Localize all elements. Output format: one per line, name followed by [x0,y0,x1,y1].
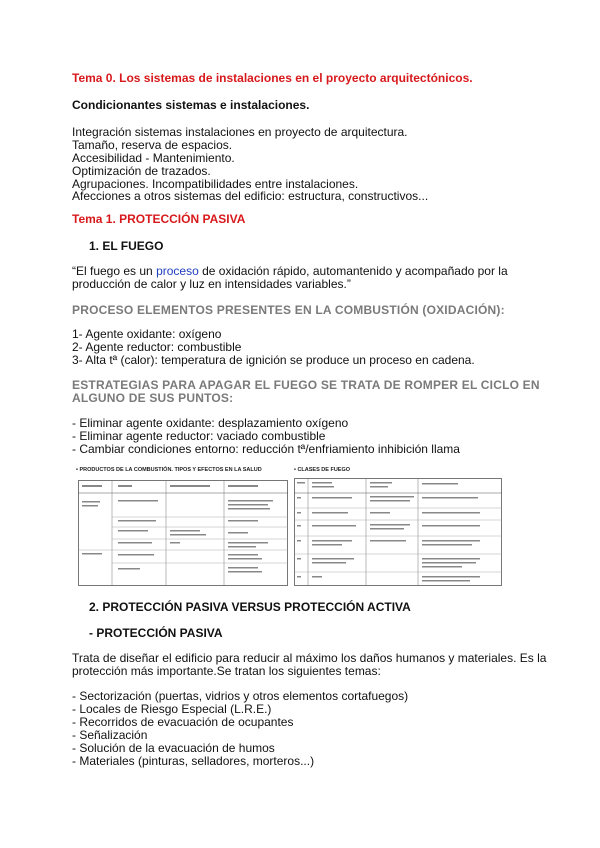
tema0-line: Agrupaciones. Incompatibilidades entre instalaciones. [72,177,359,191]
table-right-title: • CLASES DE FUEGO [294,467,351,473]
quote-line-2: producción de calor y luz en intensidades variables.” [72,277,351,291]
heading-proceso: PROCESO ELEMENTOS PRESENTES EN LA COMBUSTIÓN (OXIDACIÓN): [72,303,505,317]
section-proteccion: 2. PROTECCIÓN PASIVA VERSUS PROTECCIÓN ACTIVA [89,600,411,614]
pasiva-item: - Materiales (pinturas, selladores, morteros...) [72,754,315,768]
section-el-fuego: 1. EL FUEGO [89,239,164,253]
tema0-line: Tamaño, reserva de espacios. [72,138,233,152]
combustion-products-table [78,480,288,586]
pasiva-paragraph: Trata de diseñar el edificio para reducir al máximo los daños humanos y materiales. Es la [72,651,547,665]
tema0-title: Tema 0. Los sistemas de instalaciones en el proyecto arquitectónicos. [72,71,473,85]
tema1-title: Tema 1. PROTECCIÓN PASIVA [72,212,246,226]
estrategia-item: - Eliminar agente reductor: vaciado combustible [72,429,326,443]
pasiva-item: - Señalización [72,728,148,742]
tema0-line: Afecciones a otros sistemas del edificio: estructura, constructivos... [72,189,429,203]
tema0-line: Integración sistemas instalaciones en proyecto de arquitectura. [72,125,408,139]
quote-part-a: “El fuego es un [72,264,157,278]
tema0-subtitle: Condicionantes sistemas e instalaciones. [72,98,310,112]
pasiva-item: - Sectorización (puertas, vidrios y otros elementos cortafuegos) [72,689,409,703]
heading-estrategias-cont: ALGUNO DE SUS PUNTOS: [72,391,234,405]
table-left-title: • PRODUCTOS DE LA COMBUSTIÓN. TIPOS Y EFECTOS EN LA SALUD [76,467,262,473]
proceso-item: 1- Agente oxidante: oxígeno [72,327,222,341]
estrategia-item: - Cambiar condiciones entorno: reducción tª/enfriamiento inhibición llama [72,442,460,456]
pasiva-paragraph-cont: protección más importante.Se tratan los siguientes temas: [72,664,381,678]
fire-classes-table [294,478,502,586]
quote-line-1 [72,264,508,278]
pasiva-item: - Locales de Riesgo Especial (L.R.E.) [72,702,272,716]
tema0-line: Accesibilidad - Mantenimiento. [72,151,235,165]
proceso-link[interactable]: proceso [156,264,199,278]
quote-part-b: de oxidación rápido, automantenido y acompañado por la [198,264,508,278]
pasiva-item: - Recorridos de evacuación de ocupantes [72,715,294,729]
tema0-line: Optimización de trazados. [72,164,211,178]
proceso-item: 3- Alta tª (calor): temperatura de ignición se produce un proceso en cadena. [72,353,475,367]
pasiva-item: - Solución de la evacuación de humos [72,741,275,755]
estrategia-item: - Eliminar agente oxidante: desplazamiento oxígeno [72,416,349,430]
proceso-item: 2- Agente reductor: combustible [72,340,242,354]
heading-estrategias: ESTRATEGIAS PARA APAGAR EL FUEGO SE TRATA DE ROMPER EL CICLO EN [72,378,540,392]
subsection-pasiva: - PROTECCIÓN PASIVA [89,626,223,640]
